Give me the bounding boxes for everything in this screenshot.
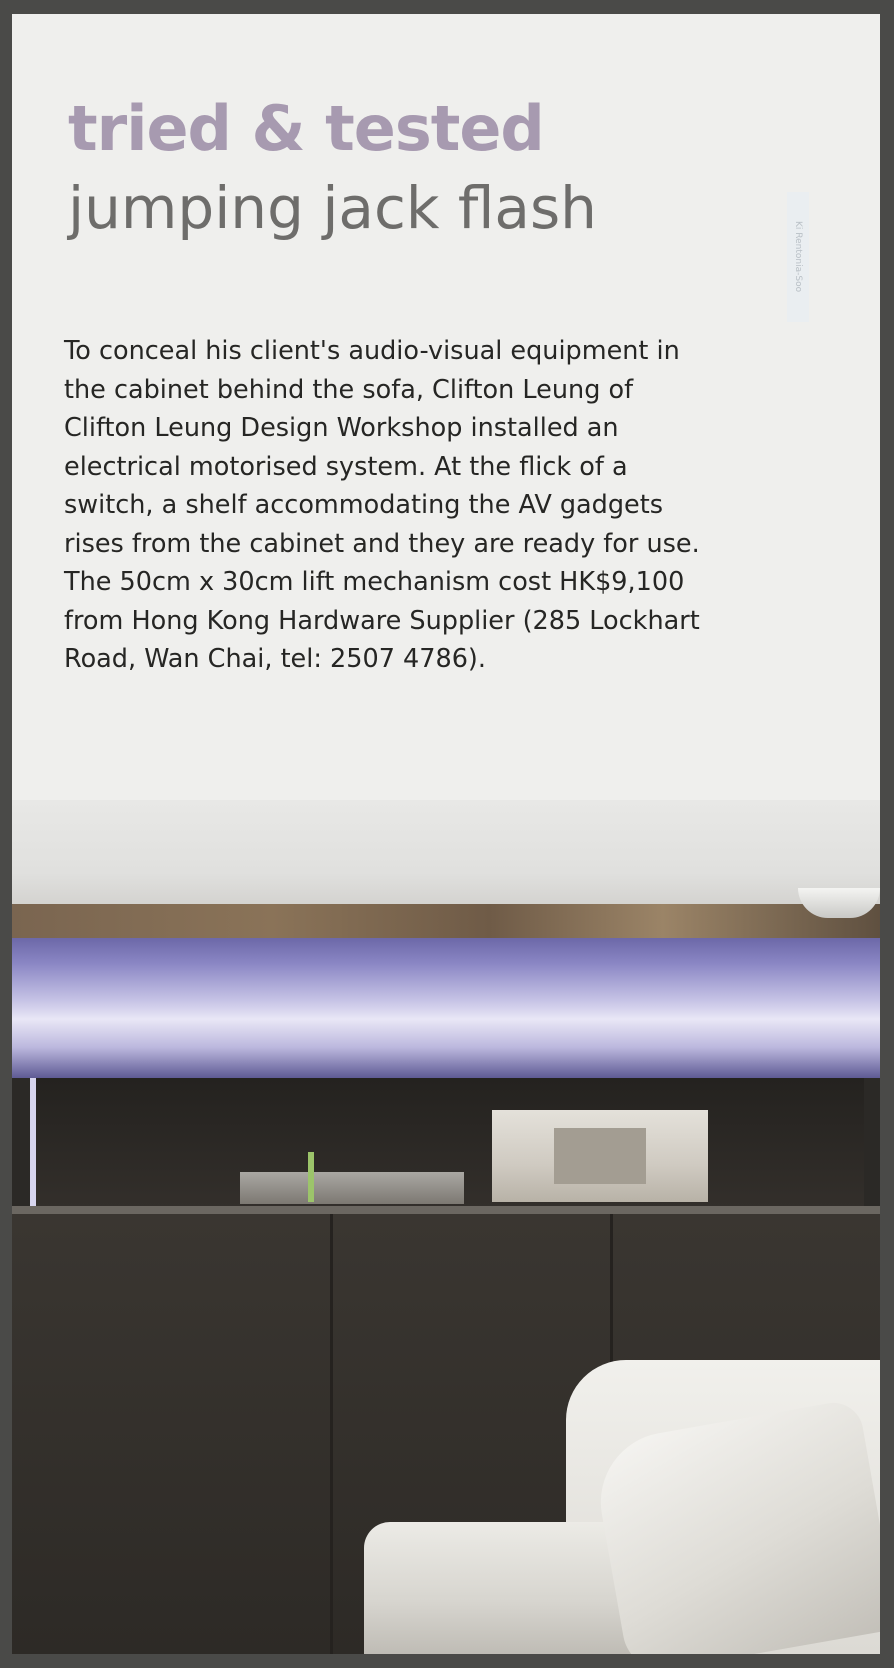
body-line: To conceal his client's audio-visual equipment in [64, 336, 680, 366]
photo-green-rod [308, 1152, 314, 1202]
interior-photo [12, 800, 880, 1654]
body-line: switch, a shelf accommodating the AV gadgets [64, 490, 664, 520]
magazine-clipping [12, 14, 880, 1654]
photo-wood-panel [12, 904, 880, 940]
photo-wall [12, 800, 880, 904]
article-title: jumping jack flash [68, 174, 597, 242]
photo-av-device [492, 1110, 708, 1202]
body-line: the cabinet behind the sofa, Clifton Leung of [64, 374, 634, 405]
photo-credit: Ki Rentonia-Soo [787, 192, 809, 322]
body-line: Road, Wan Chai, tel: 2507 4786). [64, 644, 486, 674]
photo-lit-shelf [12, 938, 880, 1078]
body-line: electrical motorised system. At the flick of a [64, 451, 628, 482]
article-body [64, 332, 864, 679]
body-line: rises from the cabinet and they are ready for use. [64, 528, 700, 559]
photo-cabinet-seam [330, 1214, 333, 1654]
photo-glass-box [240, 1172, 464, 1204]
photo-av-device-panel [554, 1128, 646, 1184]
body-line: The 50cm x 30cm lift mechanism cost HK$9,100 [64, 567, 685, 597]
body-line: from Hong Kong Hardware Supplier (285 Lockhart [64, 605, 700, 636]
section-kicker: tried & tested [68, 92, 544, 165]
body-line: Clifton Leung Design Workshop installed an [64, 413, 619, 443]
photo-shelf-ledge [12, 1206, 880, 1214]
